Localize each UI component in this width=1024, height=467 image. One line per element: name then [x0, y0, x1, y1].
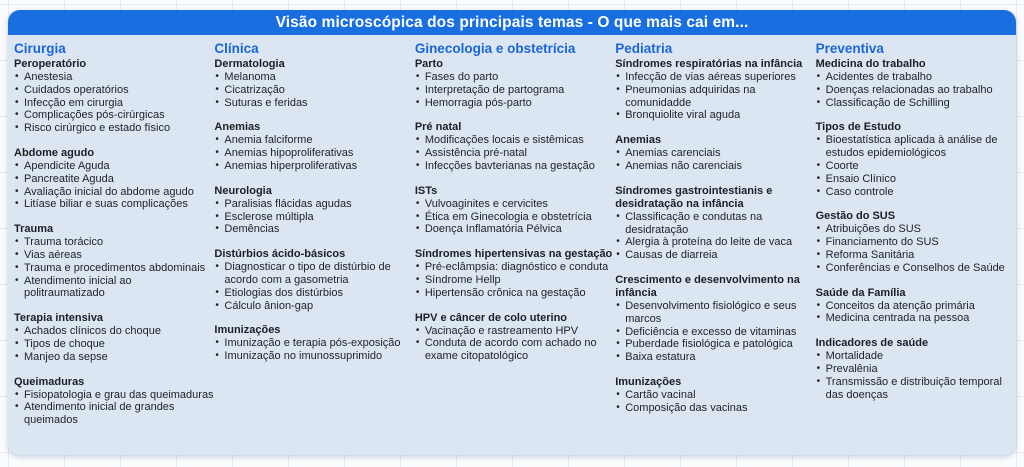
columns-container — [8, 35, 1016, 439]
column-title: Cirurgia — [14, 41, 66, 56]
section-sindromes-hipertensivas-na-gestacao — [415, 248, 615, 299]
section-title: Peroperatório — [14, 58, 87, 70]
list-item: • Conduta de acordo com achado no exame citopatológico — [415, 337, 615, 363]
section-trauma — [14, 223, 214, 300]
list-item: • Causas de diarreia — [615, 249, 815, 262]
section-title: Síndromes respiratórias na infância — [615, 58, 803, 70]
list-item: • Tipos de choque — [14, 338, 214, 351]
section-title: Síndromes hipertensivas na gestação — [414, 248, 613, 261]
list-item: • Anemias hiperproliferativas — [214, 160, 414, 173]
list-item: • Financiamento do SUS — [816, 236, 1016, 249]
list-item: • Ética em Ginecologia e obstetrícia — [415, 211, 615, 224]
column-preventiva — [816, 41, 1016, 439]
list-item: • Vulvoaginites e cervicites — [415, 198, 615, 211]
list-item: • Avaliação inicial do abdome agudo — [14, 186, 214, 199]
section-abdome-agudo — [14, 147, 214, 211]
section-title: Saúde da Família — [815, 286, 906, 299]
list-item: • Composição das vacinas — [615, 402, 815, 415]
list-item: • Conferências e Conselhos de Saúde — [816, 262, 1016, 275]
list-item: • Classificação e condutas na desidratação — [615, 211, 815, 237]
topic-list — [615, 389, 815, 415]
topic-list — [816, 350, 1016, 401]
list-item: • Hipertensão crônica na gestação — [415, 287, 615, 300]
section-title: Abdome agudo — [14, 146, 95, 159]
section-parto — [415, 58, 615, 109]
list-item: • Atendimento inicial ao politraumatizado — [14, 275, 214, 301]
topic-list — [214, 134, 414, 172]
column-pediatria — [615, 41, 815, 439]
card-title: Visão microscópica dos principais temas - O que mais cai em... — [8, 10, 1016, 35]
section-title: Crescimento e desenvolvimento na infância — [615, 273, 800, 299]
list-item: • Etiologias dos distúrbios — [214, 287, 414, 300]
column-title: Preventiva — [815, 41, 884, 56]
topic-list — [14, 71, 214, 135]
topic-list — [14, 325, 214, 363]
list-item: • Anemias hipoproliferativas — [214, 147, 414, 160]
list-item: • Achados clínicos do choque — [14, 325, 214, 338]
list-item: • Esclerose múltipla — [214, 211, 414, 224]
list-item: • Vias aéreas — [14, 249, 214, 262]
section-title: Anemias — [615, 134, 662, 147]
column-title: Ginecologia e obstetrícia — [414, 41, 576, 56]
column-cirurgia — [14, 41, 214, 439]
topic-list — [214, 337, 414, 363]
section-saude-da-familia — [816, 287, 1016, 326]
section-title: Pré natal — [414, 121, 462, 134]
topic-list — [14, 160, 214, 211]
list-item: • Bioestatística aplicada à análise de estudos epidemiológicos — [816, 134, 1016, 160]
section-sindromes-respiratorias-na-infancia — [615, 58, 815, 122]
section-title: Medicina do trabalho — [815, 58, 926, 70]
list-item: • Infecções bavterianas na gestação — [415, 160, 615, 173]
list-item: • Vacinação e rastreamento HPV — [415, 325, 615, 338]
topic-list — [816, 223, 1016, 274]
list-item: • Cuidados operatórios — [14, 84, 214, 97]
list-item: • Anestesia — [14, 71, 214, 84]
topics-card — [8, 10, 1016, 455]
topic-list — [615, 300, 815, 364]
list-item: • Trauma torácico — [14, 236, 214, 249]
list-item: • Atendimento inicial de grandes queimados — [14, 401, 214, 427]
list-item: • Trauma e procedimentos abdominais — [14, 262, 214, 275]
list-item: • Prevalênia — [816, 363, 1016, 376]
list-item: • Coorte — [816, 160, 1016, 173]
section-gestao-do-sus — [816, 210, 1016, 274]
column-title: Pediatria — [615, 41, 673, 56]
list-item: • Cicatrização — [214, 84, 414, 97]
list-item: • Anemias não carenciais — [615, 160, 815, 173]
list-item: • Cartão vacinal — [615, 389, 815, 402]
section-title: Dermatologia — [214, 58, 285, 70]
list-item: • Conceitos da atenção primária — [816, 300, 1016, 313]
topic-list — [816, 134, 1016, 198]
list-item: • Assistência pré-natal — [415, 147, 615, 160]
section-title: Anemias — [214, 121, 261, 134]
list-item: • Pneumonias adquiridas na comunidadde — [615, 84, 815, 110]
list-item: • Cálculo ânion-gap — [214, 300, 414, 313]
list-item: • Melanoma — [214, 71, 414, 84]
column-title: Clínica — [214, 41, 259, 56]
list-item: • Classificação de Schilling — [816, 97, 1016, 110]
topic-list — [415, 325, 615, 363]
section-ists — [415, 185, 615, 236]
topic-list — [14, 236, 214, 300]
list-item: • Doenças relacionadas ao trabalho — [816, 84, 1016, 97]
topic-list — [214, 261, 414, 312]
list-item: • Fisiopatologia e grau das queimaduras — [14, 389, 214, 402]
topic-list — [415, 261, 615, 299]
topic-list — [615, 147, 815, 173]
list-item: • Bronquiolite viral aguda — [615, 109, 815, 122]
topic-list — [214, 71, 414, 109]
section-pre-natal — [415, 121, 615, 172]
list-item: • Acidentes de trabalho — [816, 71, 1016, 84]
section-crescimento-e-desenvolvimento-na-infancia — [615, 274, 815, 364]
list-item: • Anemia falciforme — [214, 134, 414, 147]
topic-list — [415, 198, 615, 236]
list-item: • Manjeo da sepse — [14, 351, 214, 364]
section-anemias — [214, 121, 414, 172]
list-item: • Síndrome Hellp — [415, 274, 615, 287]
list-item: • Reforma Sanitária — [816, 249, 1016, 262]
section-imunizacoes — [615, 376, 815, 415]
list-item: • Transmissão e distribuição temporal das doenças — [816, 376, 1016, 402]
topic-list — [214, 198, 414, 236]
list-item: • Suturas e feridas — [214, 97, 414, 110]
section-hpv-e-cancer-de-colo-uterino — [415, 312, 615, 363]
section-queimaduras — [14, 376, 214, 427]
section-title: Distúrbios ácido-básicos — [214, 248, 346, 261]
section-neurologia — [214, 185, 414, 236]
section-title: Imunizações — [214, 324, 281, 337]
list-item: • Risco cirúrgico e estado físico — [14, 122, 214, 135]
section-title: Trauma — [14, 223, 54, 236]
list-item: • Infecção em cirurgia — [14, 97, 214, 110]
section-title: Queimaduras — [14, 375, 85, 388]
list-item: • Fases do parto — [415, 71, 615, 84]
list-item: • Infecção de vias aéreas superiores — [615, 71, 815, 84]
list-item: • Apendicite Aguda — [14, 160, 214, 173]
section-title: Neurologia — [214, 184, 272, 197]
section-anemias — [615, 134, 815, 173]
section-title: Indicadores de saúde — [815, 337, 929, 350]
section-disturbios-acido-basicos — [214, 248, 414, 312]
list-item: • Interpretação de partograma — [415, 84, 615, 97]
list-item: • Baixa estatura — [615, 351, 815, 364]
list-item: • Medicina centrada na pessoa — [816, 312, 1016, 325]
list-item: • Paralisias flácidas agudas — [214, 198, 414, 211]
section-title: Gestão do SUS — [815, 210, 896, 223]
topic-list — [415, 71, 615, 109]
section-terapia-intensiva — [14, 312, 214, 363]
topic-list — [615, 71, 815, 122]
list-item: • Imunização no imunossuprimido — [214, 350, 414, 363]
column-ginecologia-e-obstetricia — [415, 41, 615, 439]
section-peroperatorio — [14, 58, 214, 135]
list-item: • Deficiência e excesso de vitaminas — [615, 326, 815, 339]
list-item: • Doença Inflamatória Pélvica — [415, 223, 615, 236]
list-item: • Desenvolvimento fisiológico e seus marcos — [615, 300, 815, 326]
list-item: • Caso controle — [816, 186, 1016, 199]
list-item: • Pré-eclâmpsia: diagnóstico e conduta — [415, 261, 615, 274]
column-clinica — [214, 41, 414, 439]
list-item: • Litíase biliar e suas complicações — [14, 198, 214, 211]
list-item: • Alergia à proteína do leite de vaca — [615, 236, 815, 249]
list-item: • Modificações locais e sistêmicas — [415, 134, 615, 147]
section-sindromes-gastrointestianis-e-desidratacao-na-infancia — [615, 185, 815, 262]
section-title: Tipos de Estudo — [815, 121, 901, 134]
list-item: • Diagnosticar o tipo de distúrbio de acordo com a gasometria — [214, 261, 414, 287]
topic-list — [415, 134, 615, 172]
topic-list — [14, 389, 214, 427]
section-title: ISTs — [414, 184, 438, 197]
section-title: Síndromes gastrointestianis e desidratação na infância — [615, 184, 773, 210]
list-item: • Pancreatite Aguda — [14, 173, 214, 186]
section-indicadores-de-saude — [816, 337, 1016, 401]
list-item: • Anemias carenciais — [615, 147, 815, 160]
section-medicina-do-trabalho — [816, 58, 1016, 109]
section-title: Parto — [414, 58, 443, 70]
list-item: • Hemorragia pós-parto — [415, 97, 615, 110]
list-item: • Puberdade fisiológica e patológica — [615, 338, 815, 351]
section-title: Imunizações — [615, 375, 682, 388]
list-item: • Demências — [214, 223, 414, 236]
section-dermatologia — [214, 58, 414, 109]
list-item: • Complicações pós-cirúrgicas — [14, 109, 214, 122]
section-tipos-de-estudo — [816, 121, 1016, 198]
section-title: HPV e câncer de colo uterino — [414, 311, 568, 324]
section-title: Terapia intensiva — [14, 312, 104, 325]
list-item: • Ensaio Clínico — [816, 173, 1016, 186]
list-item: • Imunização e terapia pós-exposição — [214, 337, 414, 350]
topic-list — [816, 300, 1016, 326]
list-item: • Atribuições do SUS — [816, 223, 1016, 236]
list-item: • Mortalidade — [816, 350, 1016, 363]
topic-list — [816, 71, 1016, 109]
topic-list — [615, 211, 815, 262]
section-imunizacoes — [214, 324, 414, 363]
